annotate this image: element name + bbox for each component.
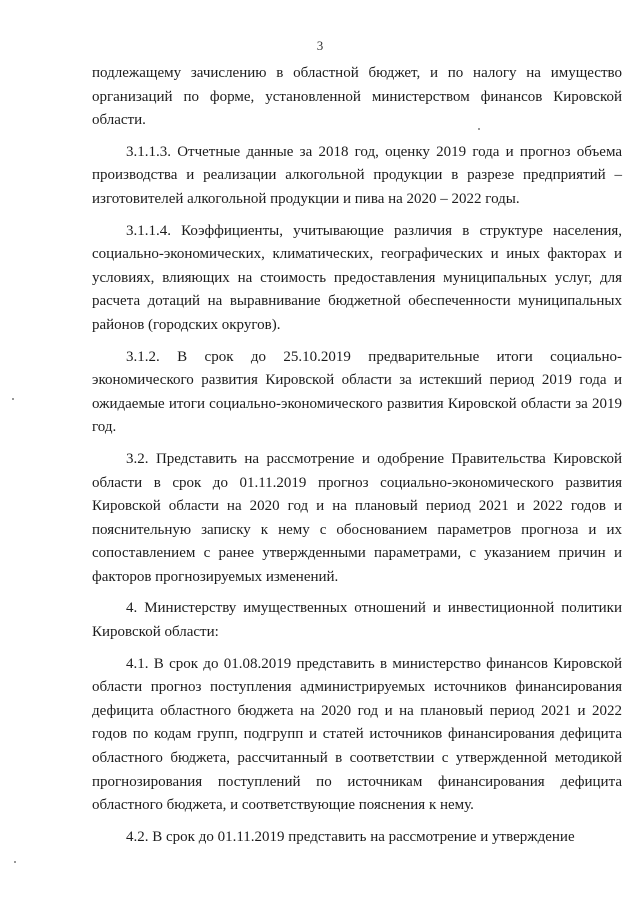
- scan-speck: [12, 398, 14, 400]
- paragraph-continuation: подлежащему зачислению в областной бюджет, и по налогу на имущество организаций по форме, установленной министерством финансов Кировской области.: [92, 65, 622, 129]
- paragraph-3-1-2: 3.1.2. В срок до 25.10.2019 предварительные итоги социально-экономического развития Кировской области за истекший период 2019 года и ожидаемые итоги социально-экономического развития Кировской области за 2019 год.: [92, 348, 622, 436]
- paragraph-3-2: 3.2. Представить на рассмотрение и одобрение Правительства Кировской области в срок до 01.11.2019 прогноз социально-экономического развития Кировской области на 2020 год и на плановый период 2021 и 2022 годов и пояснительную записку к нему с обоснованием параметров прогноза и их сопоставлением с ранее утвержденными параметрами, с указанием причин и факторов прогнозируемых изменений.: [92, 450, 622, 585]
- document-body: [92, 62, 622, 849]
- paragraph-3-1-1-3: 3.1.1.3. Отчетные данные за 2018 год, оценку 2019 года и прогноз объема производства и реализации алкогольной продукции в разрезе предприятий – изготовителей алкогольной продукции и пива на 2020 – 2022 годы.: [92, 143, 622, 207]
- paragraph-4-2: 4.2. В срок до 01.11.2019 представить на рассмотрение и утверждение: [126, 828, 575, 845]
- paragraph-4-1: 4.1. В срок до 01.08.2019 представить в министерство финансов Кировской области прогноз поступления администрируемых источников финансирования дефицита областного бюджета на 2020 год и на плановый период 2021 и 2022 годов по кодам групп, подгрупп и статей источников финансирования дефицита областного бюджета, рассчитанный в соответствии с утвержденной методикой прогнозирования поступлений по источникам финансирования дефицита областного бюджета, и соответствующие пояснения к нему.: [92, 655, 622, 814]
- scan-speck: [14, 861, 16, 863]
- paragraph-3-1-1-4: 3.1.1.4. Коэффициенты, учитывающие различия в структуре населения, социально-экономических, климатических, географических и иных факторах и условиях, влияющих на стоимость предоставления муниципальных услуг, для расчета дотаций на выравнивание бюджетной обеспеченности муниципальных районов (городских округов).: [92, 222, 622, 333]
- paragraph-4: 4. Министерству имущественных отношений и инвестиционной политики Кировской области:: [92, 600, 622, 641]
- scan-speck: [478, 128, 480, 130]
- page-number: 3: [316, 38, 324, 53]
